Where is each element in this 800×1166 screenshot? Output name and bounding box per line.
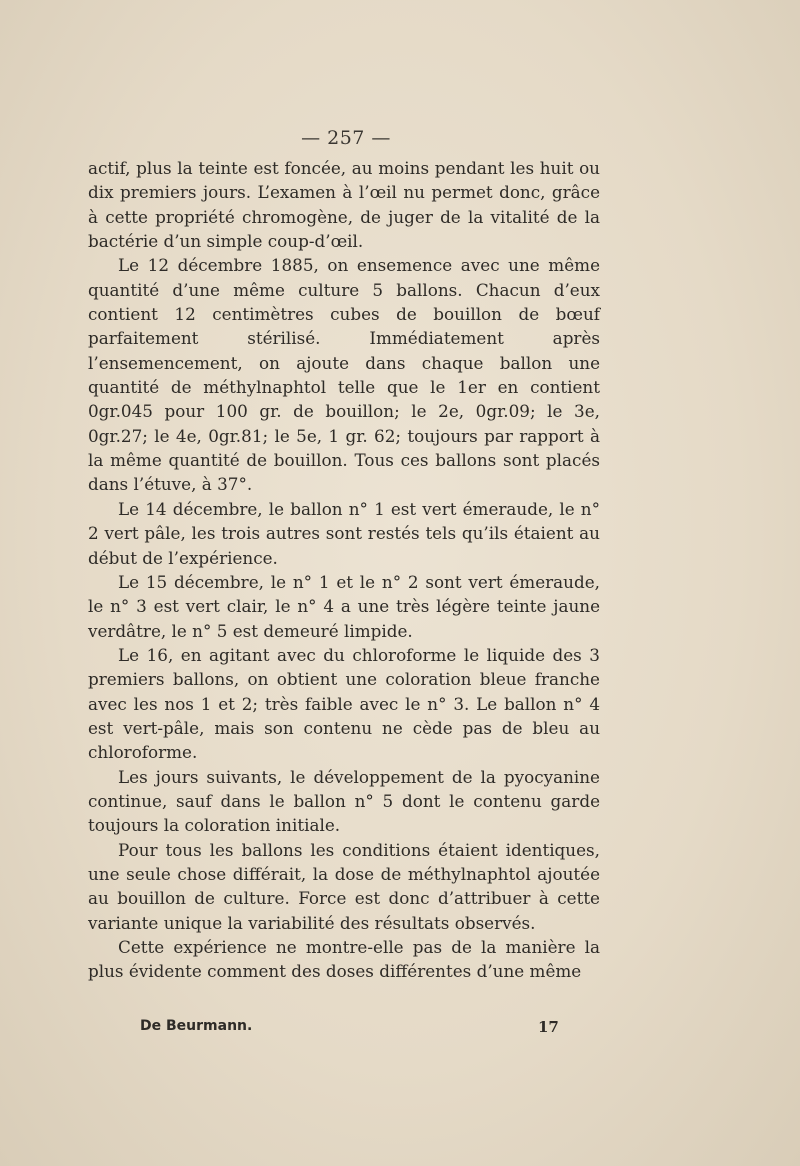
body-text: [88, 156, 600, 984]
paragraph-6: Les jours suivants, le développement de la pyocyanine continue, sauf dans le ballon n° 5 dont le contenu garde toujours la coloration initiale.: [88, 766, 600, 836]
sheet-number: 17: [538, 1018, 559, 1036]
paragraph-1: actif, plus la teinte est foncée, au moins pendant les huit ou dix premiers jours. L’examen à l’œil nu permet donc, grâce à cette propriété chromogène, de juger de la vitalité de la bactérie d’un simple coup-d’œil.: [88, 158, 600, 252]
page-number: — 257 —: [301, 127, 391, 149]
printer-signature: De Beurmann.: [140, 1018, 253, 1034]
paragraph-7: Pour tous les ballons les conditions étaient identiques, une seule chose différait, la dose de méthylnaphtol ajoutée au bouillon de culture. Force est donc d’attribuer à cette variante unique la variabilité des résultats observés.: [88, 839, 600, 933]
paragraph-4: Le 15 décembre, le n° 1 et le n° 2 sont vert émeraude, le n° 3 est vert clair, le n° 4 a une très légère teinte jaune verdâtre, le n° 5 est demeuré limpide.: [88, 571, 600, 641]
paragraph-3: Le 14 décembre, le ballon n° 1 est vert émeraude, le n° 2 vert pâle, les trois autres sont restés tels qu’ils étaient au début de l’expérience.: [88, 498, 600, 568]
paragraph-2: Le 12 décembre 1885, on ensemence avec une même quantité d’une même culture 5 ballons. Chacun d’eux contient 12 centimètres cubes de bouillon de bœuf parfaitement stérilisé. Immédiatement après l’ensemencement, on ajoute dans chaque ballon une quantité de méthylnaphtol telle que le 1er en contient 0gr.045 pour 100 gr. de bouillon; le 2e, 0gr.09; le 3e, 0gr.27; le 4e, 0gr.81; le 5e, 1 gr. 62; toujours par rapport à la même quantité de bouillon. Tous ces ballons sont placés dans l’étuve, à 37°.: [88, 255, 600, 495]
paragraph-8: Cette expérience ne montre-elle pas de la manière la plus évidente comment des doses différentes d’une même: [88, 937, 600, 982]
paragraph-5: Le 16, en agitant avec du chloroforme le liquide des 3 premiers ballons, on obtient une coloration bleue franche avec les nos 1 et 2; très faible avec le n° 3. Le ballon n° 4 est vert-pâle, mais son contenu ne cède pas de bleu au chloroforme.: [88, 644, 600, 763]
